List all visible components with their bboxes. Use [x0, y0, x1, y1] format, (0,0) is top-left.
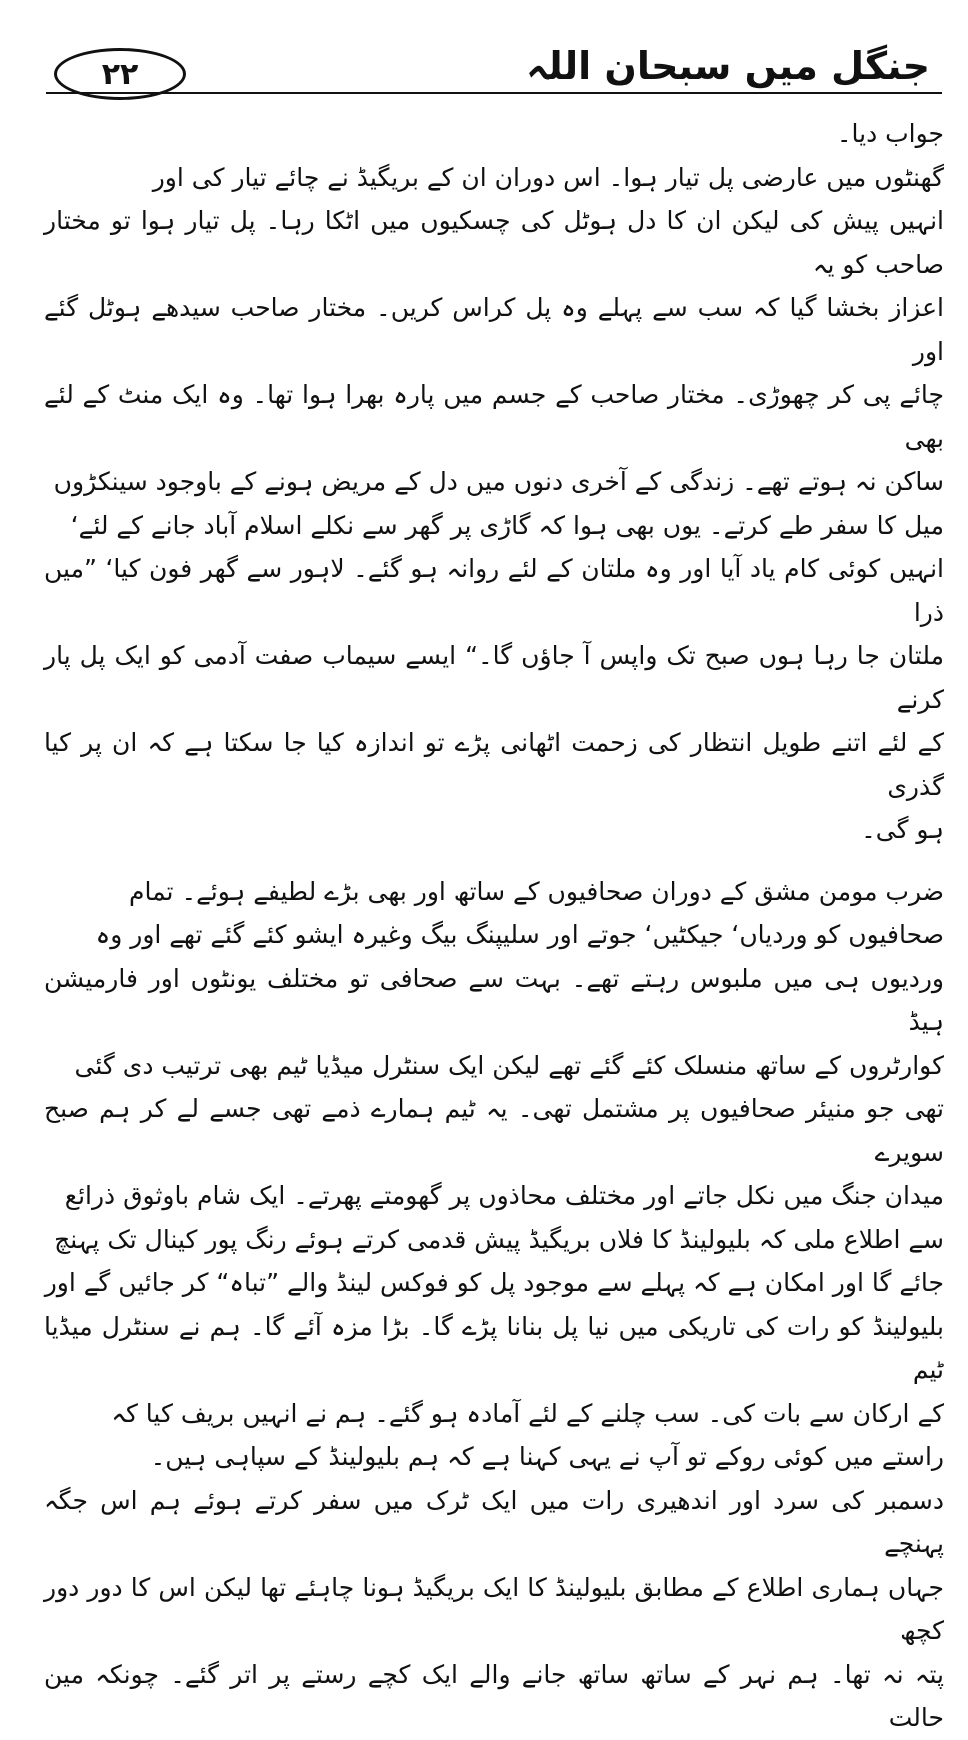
- running-title: جنگل میں سبحان اللہ: [526, 44, 930, 88]
- paragraph-1: جواب دیا۔: [836, 119, 944, 148]
- page-number: ۲۲: [54, 48, 186, 100]
- header-divider: [46, 92, 942, 94]
- paragraph-2: گھنٹوں میں عارضی پل تیار ہوا۔ اس دوران ان کے بریگیڈ نے چائے تیار کی اور انہیں پیش کی لیکن ان کا دل ہوٹل کی چسکیوں میں اٹکا رہا۔ پل تیار ہوا تو مختار صاحب کو یہ اعزاز بخشا گیا کہ سب سے پہلے وہ پل کراس کریں۔ مختار صاحب سیدھے ہوٹل گئے اور چائے پی کر چھوڑی۔ مختار صاحب کے جسم میں پارہ بھرا ہوا تھا۔ وہ ایک منٹ کے لئے بھی ساکن نہ ہوتے تھے۔ زندگی کے آخری دنوں میں دل کے مریض ہونے کے باوجود سینکڑوں میل کا سفر طے کرتے۔ یوں بھی ہوا کہ گاڑی پر گھر سے نکلے اسلام آباد جانے کے لئے‘ انہیں کوئی کام یاد آیا اور وہ ملتان کے لئے روانہ ہو گئے۔ لاہور سے گھر فون کیا‘ ”میں ذرا ملتان جا رہا ہوں صبح تک واپس آ جاؤں گا۔“ ایسے سیماب صفت آدمی کو ایک پل پار کرنے کے لئے اتنے طویل انتظار کی زحمت اٹھانی پڑے تو اندازہ کیا جا سکتا ہے کہ ان پر کیا گذری ہو گی۔: [44, 162, 944, 844]
- paragraph-4: دسمبر کی سرد اور اندھیری رات میں ایک ٹرک میں سفر کرتے ہوئے ہم اس جگہ پہنچے جہاں ہماری اطلاع کے مطابق بلیولینڈ کا ایک بریگیڈ ہونا چاہئے تھا لیکن اس کا دور دور کچھ پتہ نہ تھا۔ ہم نہر کے ساتھ ساتھ جانے والے ایک کچے رستے پر اتر گئے۔ چونکہ مین حالت: [44, 1485, 944, 1732]
- paragraph-3: ضرب مومن مشق کے دوران صحافیوں کے ساتھ اور بھی بڑے لطیفے ہوئے۔ تمام صحافیوں کو وردیاں‘ جیکٹیں‘ جوتے اور سلیپنگ بیگ وغیرہ ایشو کئے گئے تھے اور وہ وردیوں ہی میں ملبوس رہتے تھے۔ بہت سے صحافی تو مختلف یونٹوں اور فارمیشن ہیڈ کوارٹروں کے ساتھ منسلک کئے گئے تھے لیکن ایک سنٹرل میڈیا ٹیم بھی ترتیب دی گئی تھی جو منیئر صحافیوں پر مشتمل تھی۔ یہ ٹیم ہمارے ذمے تھی جسے لے کر ہم صبح سویرے میدان جنگ میں نکل جاتے اور مختلف محاذوں پر گھومتے پھرتے۔ ایک شام باوثوق ذرائع سے اطلاع ملی کہ بلیولینڈ کا فلاں بریگیڈ پیش قدمی کرتے ہوئے رنگ پور کینال تک پہنچ جائے گا اور امکان ہے کہ پہلے سے موجود پل کو فوکس لینڈ والے ”تباہ“ کر جائیں گے اور بلیولینڈ کو رات کی تاریکی میں نیا پل بنانا پڑے گا۔ بڑا مزہ آئے گا۔ ہم نے سنٹرل میڈیا ٹیم کے ارکان سے بات کی۔ سب چلنے کے لئے آمادہ ہو گئے۔ ہم نے انہیں بریف کیا کہ راستے میں کوئی روکے تو آپ نے یہی کہنا ہے کہ ہم بلیولینڈ کے سپاہی ہیں۔: [44, 876, 944, 1471]
- paragraph-gap: [44, 852, 944, 870]
- page-header: [40, 36, 940, 96]
- page-body: [44, 112, 944, 1740]
